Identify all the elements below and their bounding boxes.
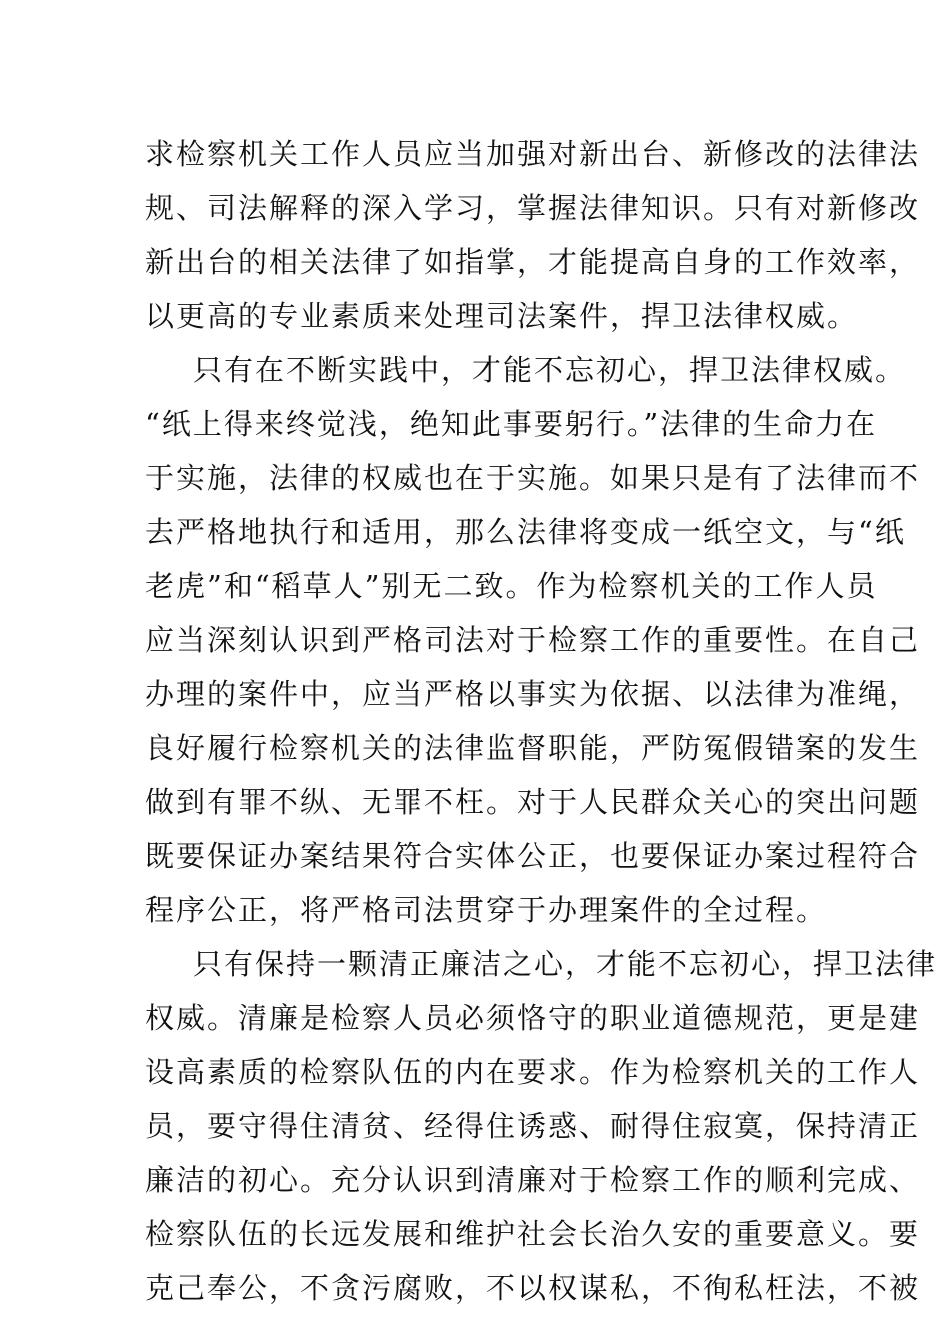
document-body <box>145 127 938 1315</box>
text-line: 老虎”和“稻草人”别无二致。作为检察机关的工作人员 <box>145 569 878 603</box>
text-line: 去严格地执行和适用，那么法律将变成一纸空文，与“纸 <box>145 515 906 549</box>
paragraph-first-line: 只有在不断实践中，才能不忘初心，捍卫法律权威。 <box>193 353 907 387</box>
text-line: 新出台的相关法律了如指掌，才能提高自身的工作效率， <box>145 245 921 279</box>
text-line: 程序公正，将严格司法贯穿于办理案件的全过程。 <box>145 893 828 927</box>
text-line: 以更高的专业素质来处理司法案件，捍卫法律权威。 <box>145 299 859 333</box>
text-line: “纸上得来终觉浅，绝知此事要躬行。”法律的生命力在 <box>145 407 878 441</box>
text-line: 克己奉公，不贪污腐败，不以权谋私，不徇私枉法，不被 <box>145 1271 921 1305</box>
text-line: 设高素质的检察队伍的内在要求。作为检察机关的工作人 <box>145 1055 921 1089</box>
text-line: 员，要守得住清贫、经得住诱惑、耐得住寂寞，保持清正 <box>145 1109 921 1143</box>
text-line: 检察队伍的长远发展和维护社会长治久安的重要意义。要 <box>145 1217 921 1251</box>
text-line: 办理的案件中，应当严格以事实为依据、以法律为准绳， <box>145 677 921 711</box>
text-line: 权威。清廉是检察人员必须恪守的职业道德规范，更是建 <box>145 1001 921 1035</box>
text-line: 既要保证办案结果符合实体公正，也要保证办案过程符合 <box>145 839 921 873</box>
text-line: 规、司法解释的深入学习，掌握法律知识。只有对新修改 <box>145 191 921 225</box>
text-line: 应当深刻认识到严格司法对于检察工作的重要性。在自己 <box>145 623 921 657</box>
text-line: 做到有罪不纵、无罪不枉。对于人民群众关心的突出问题 <box>145 785 921 819</box>
text-line: 求检察机关工作人员应当加强对新出台、新修改的法律法 <box>145 137 921 171</box>
text-line: 于实施，法律的权威也在于实施。如果只是有了法律而不 <box>145 461 921 495</box>
text-line: 廉洁的初心。充分认识到清廉对于检察工作的顺利完成、 <box>145 1163 921 1197</box>
text-line: 良好履行检察机关的法律监督职能，严防冤假错案的发生 <box>145 731 921 765</box>
paragraph-first-line: 只有保持一颗清正廉洁之心，才能不忘初心，捍卫法律 <box>193 947 938 981</box>
